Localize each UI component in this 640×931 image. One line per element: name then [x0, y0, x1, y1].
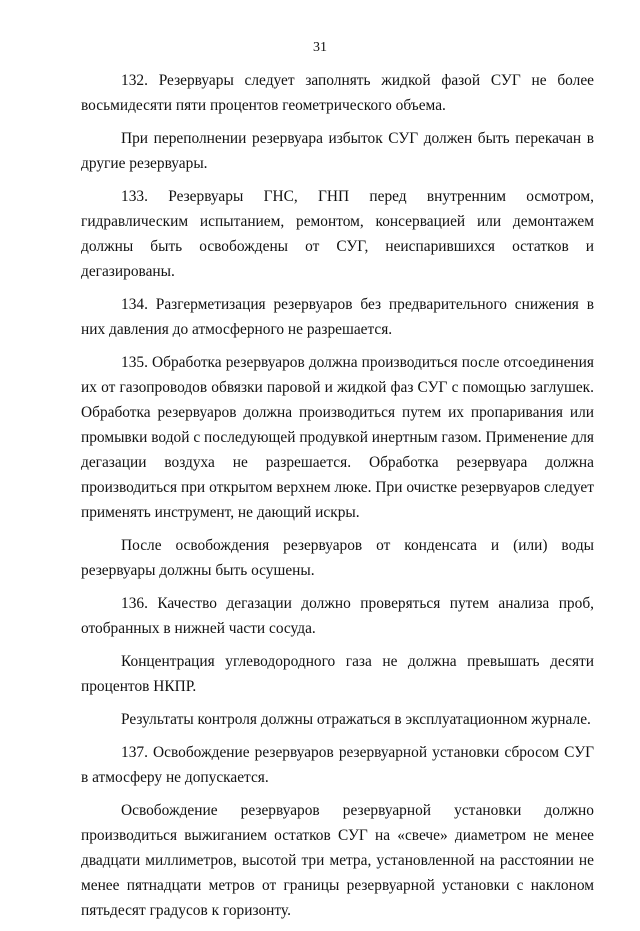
paragraph-135: 135. Обработка резервуаров должна производиться после отсоединения их от газопроводов обвязки паровой и жидкой фаз СУГ с помощью заглушек. Обработка резервуаров должна производиться путем их пропаривания или промывки водой с последующей продувкой инертным газом. Применение для дегазации воздуха не разрешается. Обработка резервуара должна производиться при открытом верхнем люке. При очистке резервуаров следует применять инструмент, не дающий искры. [81, 354, 594, 521]
paragraph-overfill: При переполнении резервуара избыток СУГ должен быть перекачан в другие резервуары. [81, 130, 594, 172]
paragraph-134: 134. Разгерметизация резервуаров без предварительного снижения в них давления до атмосферного не разрешается. [81, 296, 594, 338]
paragraph-132: 132. Резервуары следует заполнять жидкой фазой СУГ не более восьмидесяти пяти процентов геометрического объема. [81, 72, 594, 114]
paragraph-concentration: Концентрация углеводородного газа не должна превышать десяти процентов НКПР. [81, 653, 594, 695]
page-number: 31 [313, 40, 327, 55]
paragraph-137: 137. Освобождение резервуаров резервуарной установки сбросом СУГ в атмосферу не допускается. [81, 744, 594, 786]
paragraph-flare-burning: Освобождение резервуаров резервуарной установки должно производиться выжиганием остатков СУГ на «свече» диаметром не менее двадцати миллиметров, высотой три метра, установленной на расстоянии не менее пятнадцати метров от границы резервуарной установки с наклоном пятьдесят градусов к горизонту. [81, 802, 594, 919]
document-body [81, 68, 594, 931]
paragraph-drying: После освобождения резервуаров от конденсата и (или) воды резервуары должны быть осушены. [81, 537, 594, 579]
paragraph-control-results: Результаты контроля должны отражаться в эксплуатационном журнале. [121, 711, 591, 728]
paragraph-136: 136. Качество дегазации должно проверяться путем анализа проб, отобранных в нижней части сосуда. [81, 595, 594, 637]
paragraph-133: 133. Резервуары ГНС, ГНП перед внутренним осмотром, гидравлическим испытанием, ремонтом, консервацией или демонтажем должны быть освобождены от СУГ, неиспарившихся остатков и дегазированы. [81, 188, 594, 280]
